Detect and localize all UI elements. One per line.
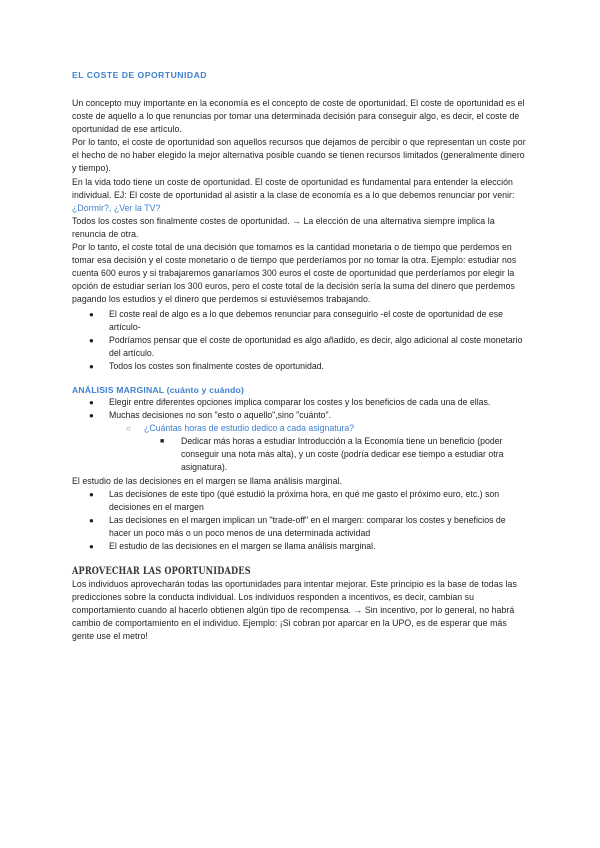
list-item-text: Podríamos pensar que el coste de oportunidad es algo añadido, es decir, algo adicional al coste monetario del artículo.	[109, 334, 523, 358]
paragraph	[72, 176, 528, 215]
section-title-analisis-marginal: ANÁLISIS MARGINAL (cuánto y cuándo)	[72, 384, 245, 395]
bullet-icon: ●	[89, 335, 94, 345]
bullet-icon: ●	[89, 542, 94, 551]
list-item	[72, 334, 528, 360]
paragraph: Por lo tanto, el coste total de una decisión que tomamos es la cantidad monetaria o de tiempo que perdemos en tomar esa decisión y el coste monetario o de tiempo que perderíamos por no tomar la otra. Ejemplo: estudiar nos cuenta 600 euros y si trabajaremos ganaríamos 300 euros el coste de oportunidad que perderíamos por elegir la opción de estudiar serían los 300 euros, pero el coste total de la decisión sería la suma del dinero que perdemos pagando los estudios y el dinero que perdemos si estuviésemos trabajando.	[72, 242, 517, 305]
paragraph: Un concepto muy importante en la economía es el concepto de coste de oportunidad. El coste de oportunidad es el coste de aquello a lo que renuncias por tomar una determinada decisión para conseguir algo, es decir, el coste de oportunidad de ese artículo.	[72, 98, 525, 135]
bullet-icon: ●	[89, 397, 94, 407]
list-item-text: Todos los costes son finalmente costes de oportunidad.	[109, 360, 324, 371]
list-item-text: Elegir entre diferentes opciones implica comparar los costes y los beneficios de cada una de ellas.	[109, 396, 491, 407]
square-bullet-icon: ■	[160, 438, 165, 446]
list-item-text: Dedicar más horas a estudiar Introducción a la Economía tiene un beneficio (poder conseguir una nota más alta), y un coste (podría dedicar ese tiempo a estudiar otra asignatura).	[181, 436, 504, 473]
list-item-text: Las decisiones en el margen implican un "trade-off" en el margen: comparar los costes y beneficios de hacer un poco más o un poco menos de una determinada actividad	[109, 514, 506, 538]
paragraph-text: En la vida todo tiene un coste de oportunidad. El coste de oportunidad es fundamental para entender la elección individual. EJ: El coste de oportunidad al asistir a la clase de economía es a lo que debemos renunciar por venir:	[72, 176, 515, 200]
bullet-list	[72, 396, 528, 475]
paragraph: El estudio de las decisiones en el margen se llama análisis marginal.	[72, 475, 342, 486]
circle-bullet-icon: ○	[126, 424, 131, 434]
sub-sub-list-item	[72, 435, 528, 474]
list-item	[72, 514, 528, 540]
list-item-text: El coste real de algo es a lo que debemos renunciar para conseguirlo -el coste de oportunidad de ese artículo-	[109, 308, 504, 332]
list-item	[72, 396, 528, 409]
bullet-list	[72, 308, 528, 373]
list-item-text: Muchas decisiones no son "esto o aquello",sino "cuánto".	[109, 410, 332, 421]
bullet-icon: ●	[89, 489, 94, 499]
bullet-list	[72, 488, 528, 553]
paragraph: Por lo tanto, el coste de oportunidad son aquellos recursos que dejamos de percibir o que representan un coste por el hecho de no haber elegido la mejor alternativa posible cuando se tienen recursos limitados (generalmente dinero y tiempo).	[72, 137, 526, 174]
bullet-icon: ●	[89, 361, 94, 371]
section-title-coste-oportunidad: EL COSTE DE OPORTUNIDAD	[72, 70, 208, 80]
list-item-text: El estudio de las decisiones en el margen se llama análisis marginal.	[109, 541, 376, 551]
section-title-aprovechar-oportunidades: APROVECHAR LAS OPORTUNIDADES	[72, 565, 251, 578]
list-item	[72, 540, 528, 553]
example-link-text: ¿Dormir?, ¿Ver la TV?	[72, 202, 161, 213]
bullet-icon: ●	[89, 309, 94, 319]
list-item-text: Las decisiones de este tipo (qué estudió la próxima hora, en qué me gasto el próximo euro, etc.) son decisiones en el margen	[109, 488, 500, 512]
list-item	[72, 488, 528, 514]
bullet-icon: ●	[89, 411, 94, 421]
list-item	[72, 308, 528, 334]
bullet-icon: ●	[89, 515, 94, 525]
sub-list-item	[72, 422, 528, 435]
paragraph: Los individuos aprovecharán todas las oportunidades para intentar mejorar. Este principio es la base de todas las predicciones sobre la conducta individual. Los individuos responden a incentivos, es decir, cambian su comportamiento cuando al hacerlo obtienen algún tipo de recompensa. → Sin incentivo, por lo general, no habrá cambio de comportamiento en el individuo. Ejemplo: ¡Si cobran por aparcar en la UPO, es de esperar que más gente use el metro!	[72, 579, 517, 642]
list-item-text: ¿Cuántas horas de estudio dedico a cada asignatura?	[144, 423, 355, 434]
list-item	[72, 409, 528, 422]
list-item	[72, 360, 528, 373]
paragraph: Todos los costes son finalmente costes de oportunidad. → La elección de una alternativa siempre implica la renuncia de otra.	[72, 215, 495, 239]
